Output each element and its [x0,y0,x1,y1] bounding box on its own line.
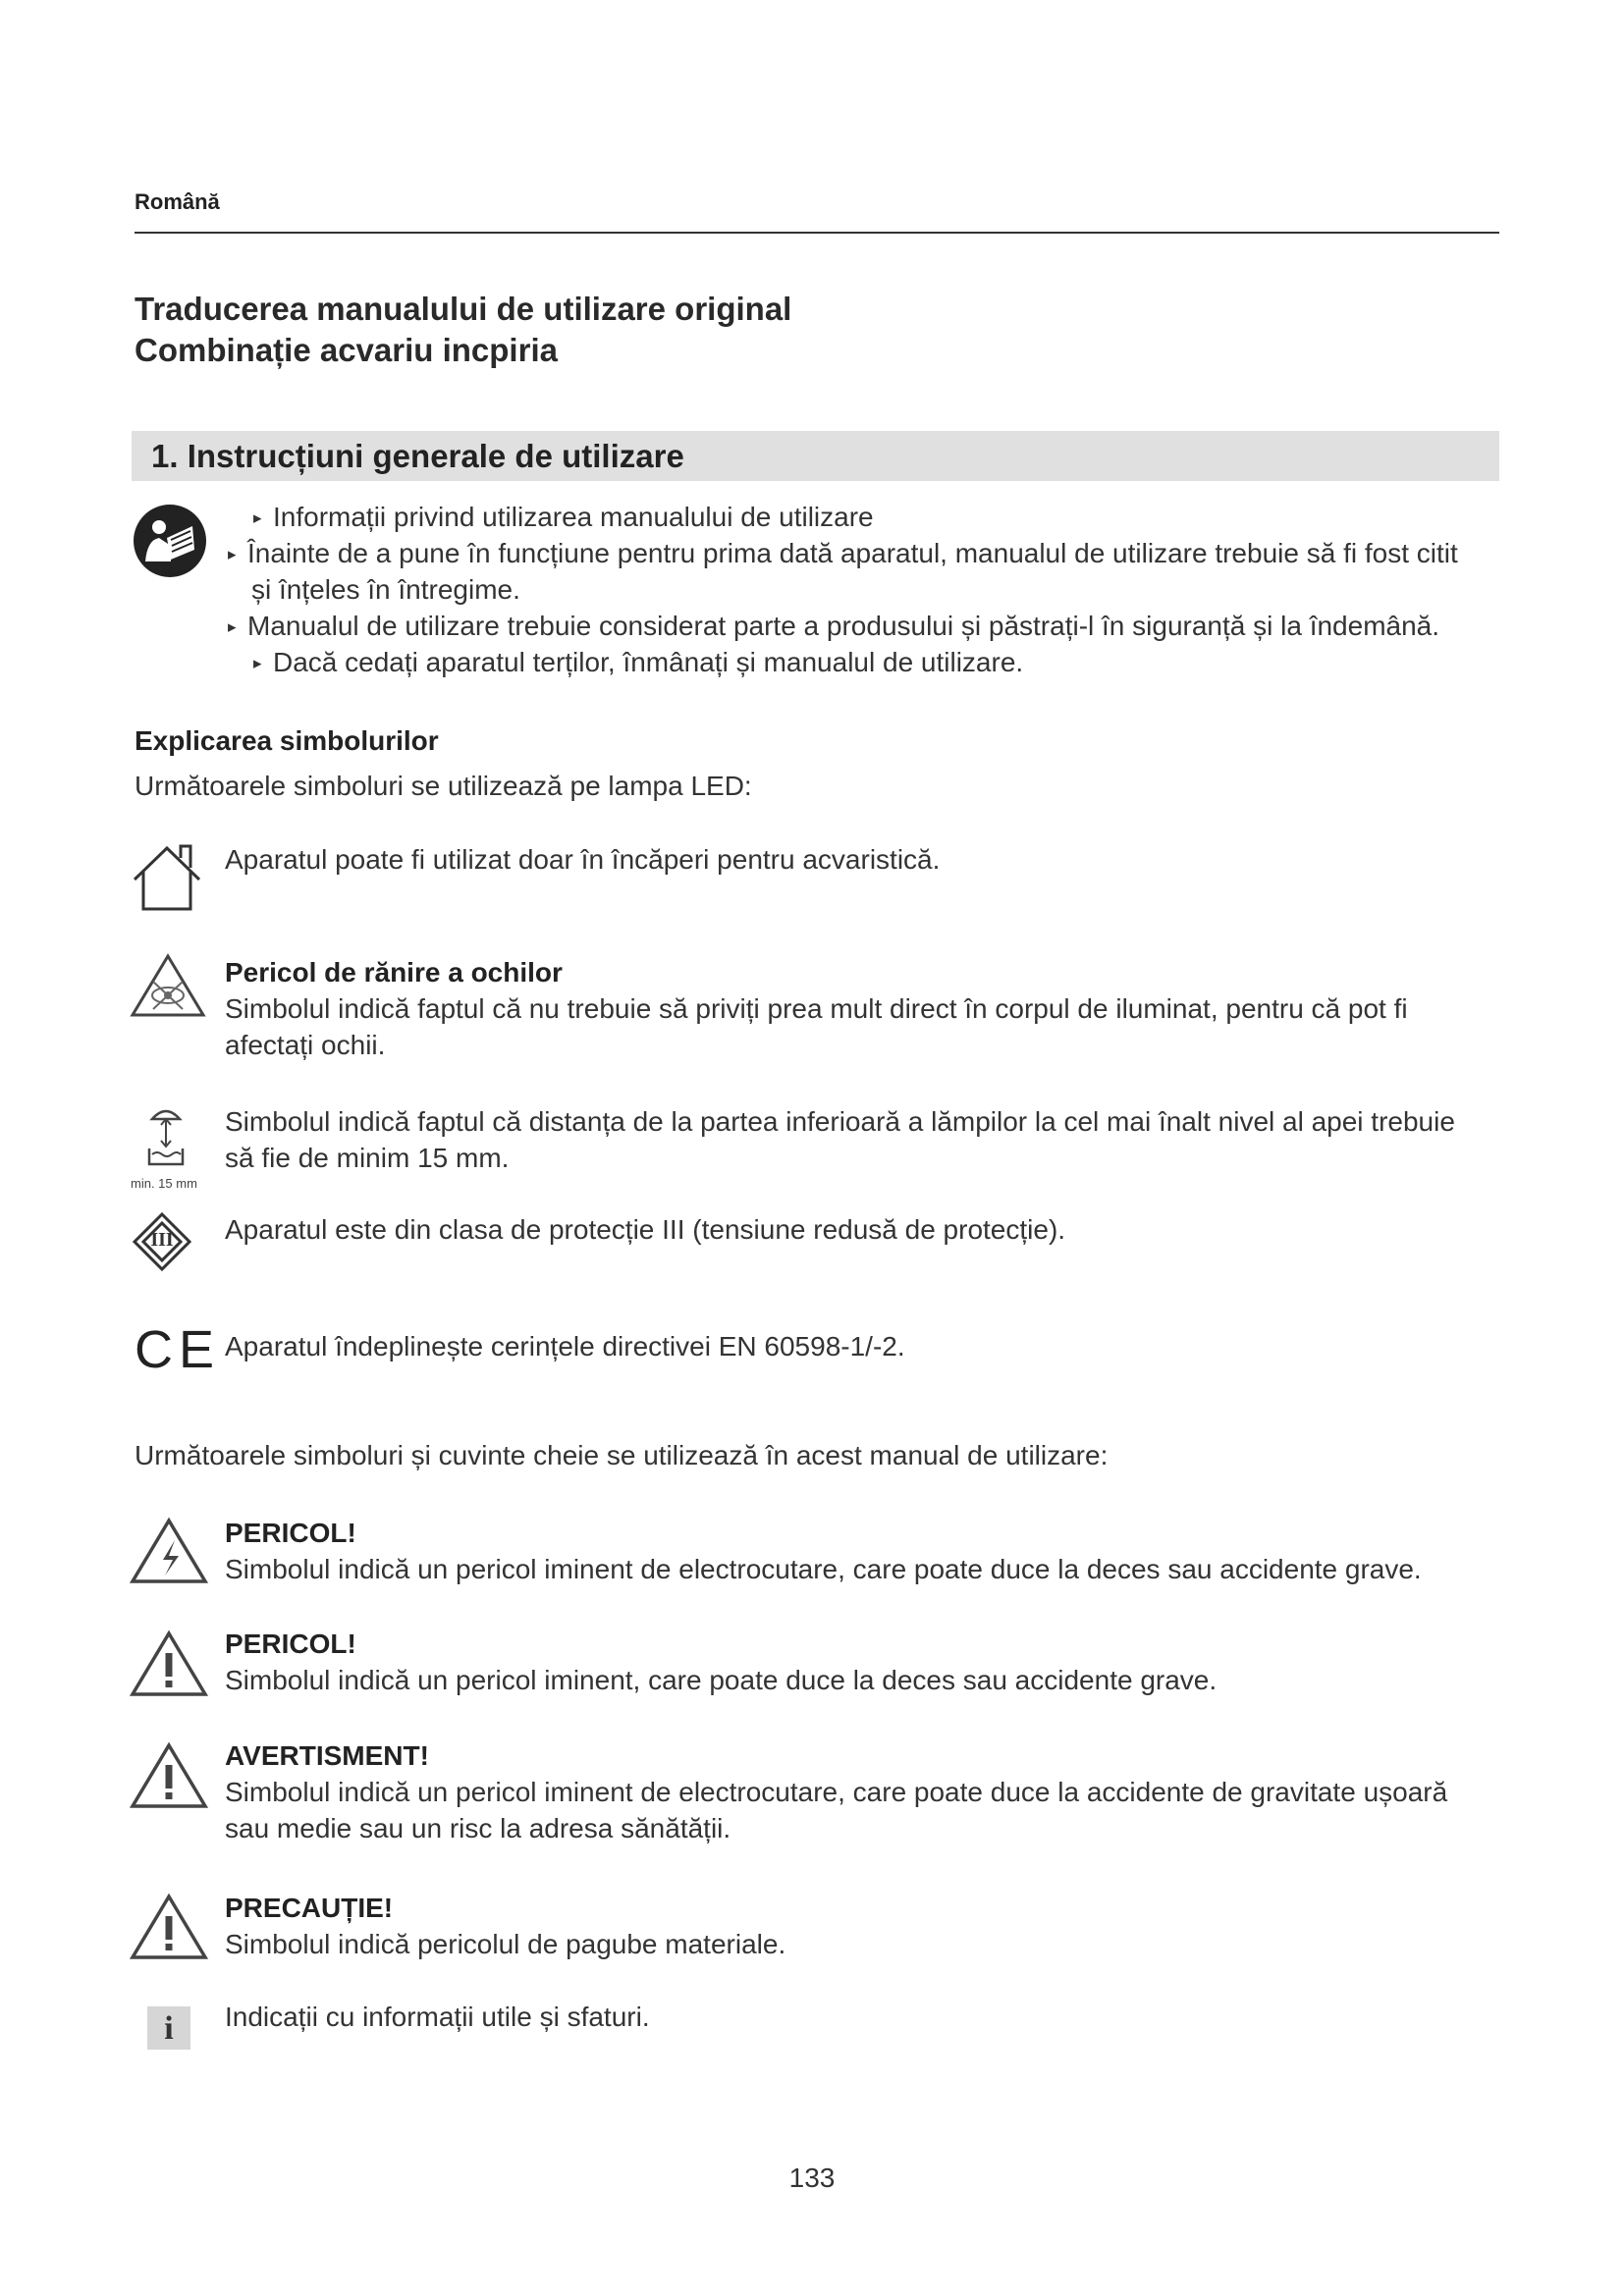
house-indoor-icon [132,840,202,913]
symbol-indoor-text: Aparatul poate fi utilizat doar în încăperi pentru acvaristică. [225,844,941,875]
eye-injury-text-1: Simbolul indică faptul că nu trebuie să priviți prea mult direct în corpul de iluminat, pentru că pot fi [225,993,1408,1024]
distance-text-2: să fie de minim 15 mm. [225,1143,510,1173]
symbols-heading: Explicarea simbolurilor [135,725,439,756]
bullet-manual-info: ▸ Informații privind utilizarea manualului de utilizare [253,499,874,539]
protection-class-iii-icon [132,1211,192,1272]
info-text: Indicații cu informații utile și sfaturi. [225,2002,650,2032]
document-title: Traducerea manualului de utilizare original [135,291,792,327]
distance-text-1: Simbolul indică faptul că distanța de la partea inferioară a lămpilor la cel mai înalt nivel al apei trebuie [225,1106,1455,1137]
bullet-marker-icon: ▸ [253,654,262,672]
electric-hazard-icon [130,1517,208,1585]
section-heading: 1. Instrucțiuni generale de utilizare [151,438,684,474]
distance-caption: min. 15 mm [131,1176,197,1191]
danger-electric-text: Simbolul indică un pericol iminent de electrocutare, care poate duce la deces sau accidente grave. [225,1554,1422,1584]
caution-title: PRECAUȚIE! [225,1893,394,1923]
bullet-marker-icon: ▸ [228,545,237,563]
danger-text: Simbolul indică un pericol iminent, care poate duce la deces sau accidente grave. [225,1665,1218,1695]
eye-injury-warning-icon [130,952,206,1019]
warning-title: AVERTISMENT! [225,1740,429,1771]
page-number: 133 [788,2163,836,2193]
info-icon: i [147,2006,190,2050]
symbols-intro: Următoarele simboluri se utilizează pe lampa LED: [135,771,752,801]
header-divider [135,232,1499,234]
ce-mark-icon: CE [135,1320,221,1379]
warning-text-2: sau medie sau un risc la adresa sănătății. [225,1813,731,1843]
warning-text-1: Simbolul indică un pericol iminent de electrocutare, care poate duce la accidente de gravitate ușoară [225,1777,1448,1807]
read-manual-icon [132,503,208,579]
bullet-marker-icon: ▸ [228,617,237,636]
ce-text: Aparatul îndeplinește cerințele directivei EN 60598-1/-2. [225,1331,905,1362]
danger-electric-title: PERICOL! [225,1518,356,1548]
bullet-give-manual: ▸ Dacă cedați aparatul terților, înmânați și manualul de utilizare. [253,644,1023,684]
danger-warning-icon [130,1629,208,1698]
bullet-read-before-use: ▸ Înainte de a pune în funcțiune pentru prima dată aparatul, manualul de utilizare trebuie să fi fost citit [228,535,1458,575]
danger-title: PERICOL! [225,1629,356,1659]
protection-class-text: Aparatul este din clasa de protecție III (tensiune redusă de protecție). [225,1214,1066,1245]
caution-text: Simbolul indică pericolul de pagube materiale. [225,1929,786,1959]
manual-symbols-intro: Următoarele simboluri și cuvinte cheie se utilizează în acest manual de utilizare: [135,1440,1109,1470]
document-subtitle: Combinație acvariu incpiria [135,332,558,368]
bullet-keep-manual: ▸ Manualul de utilizare trebuie considerat parte a produsului și păstrați-l în siguranță și la îndemână. [228,608,1439,648]
warning-icon [130,1741,208,1810]
bullet-read-before-use-cont: și înțeles în întregime. [251,574,520,605]
eye-injury-title: Pericol de rănire a ochilor [225,957,563,988]
bullet-marker-icon: ▸ [253,508,262,527]
lamp-distance-icon [143,1103,189,1172]
eye-injury-text-2: afectați ochii. [225,1030,386,1060]
caution-icon [130,1893,208,1961]
protection-class-label: III [150,1229,174,1251]
section-heading-bar [132,431,1499,481]
language-label: Română [135,189,220,214]
